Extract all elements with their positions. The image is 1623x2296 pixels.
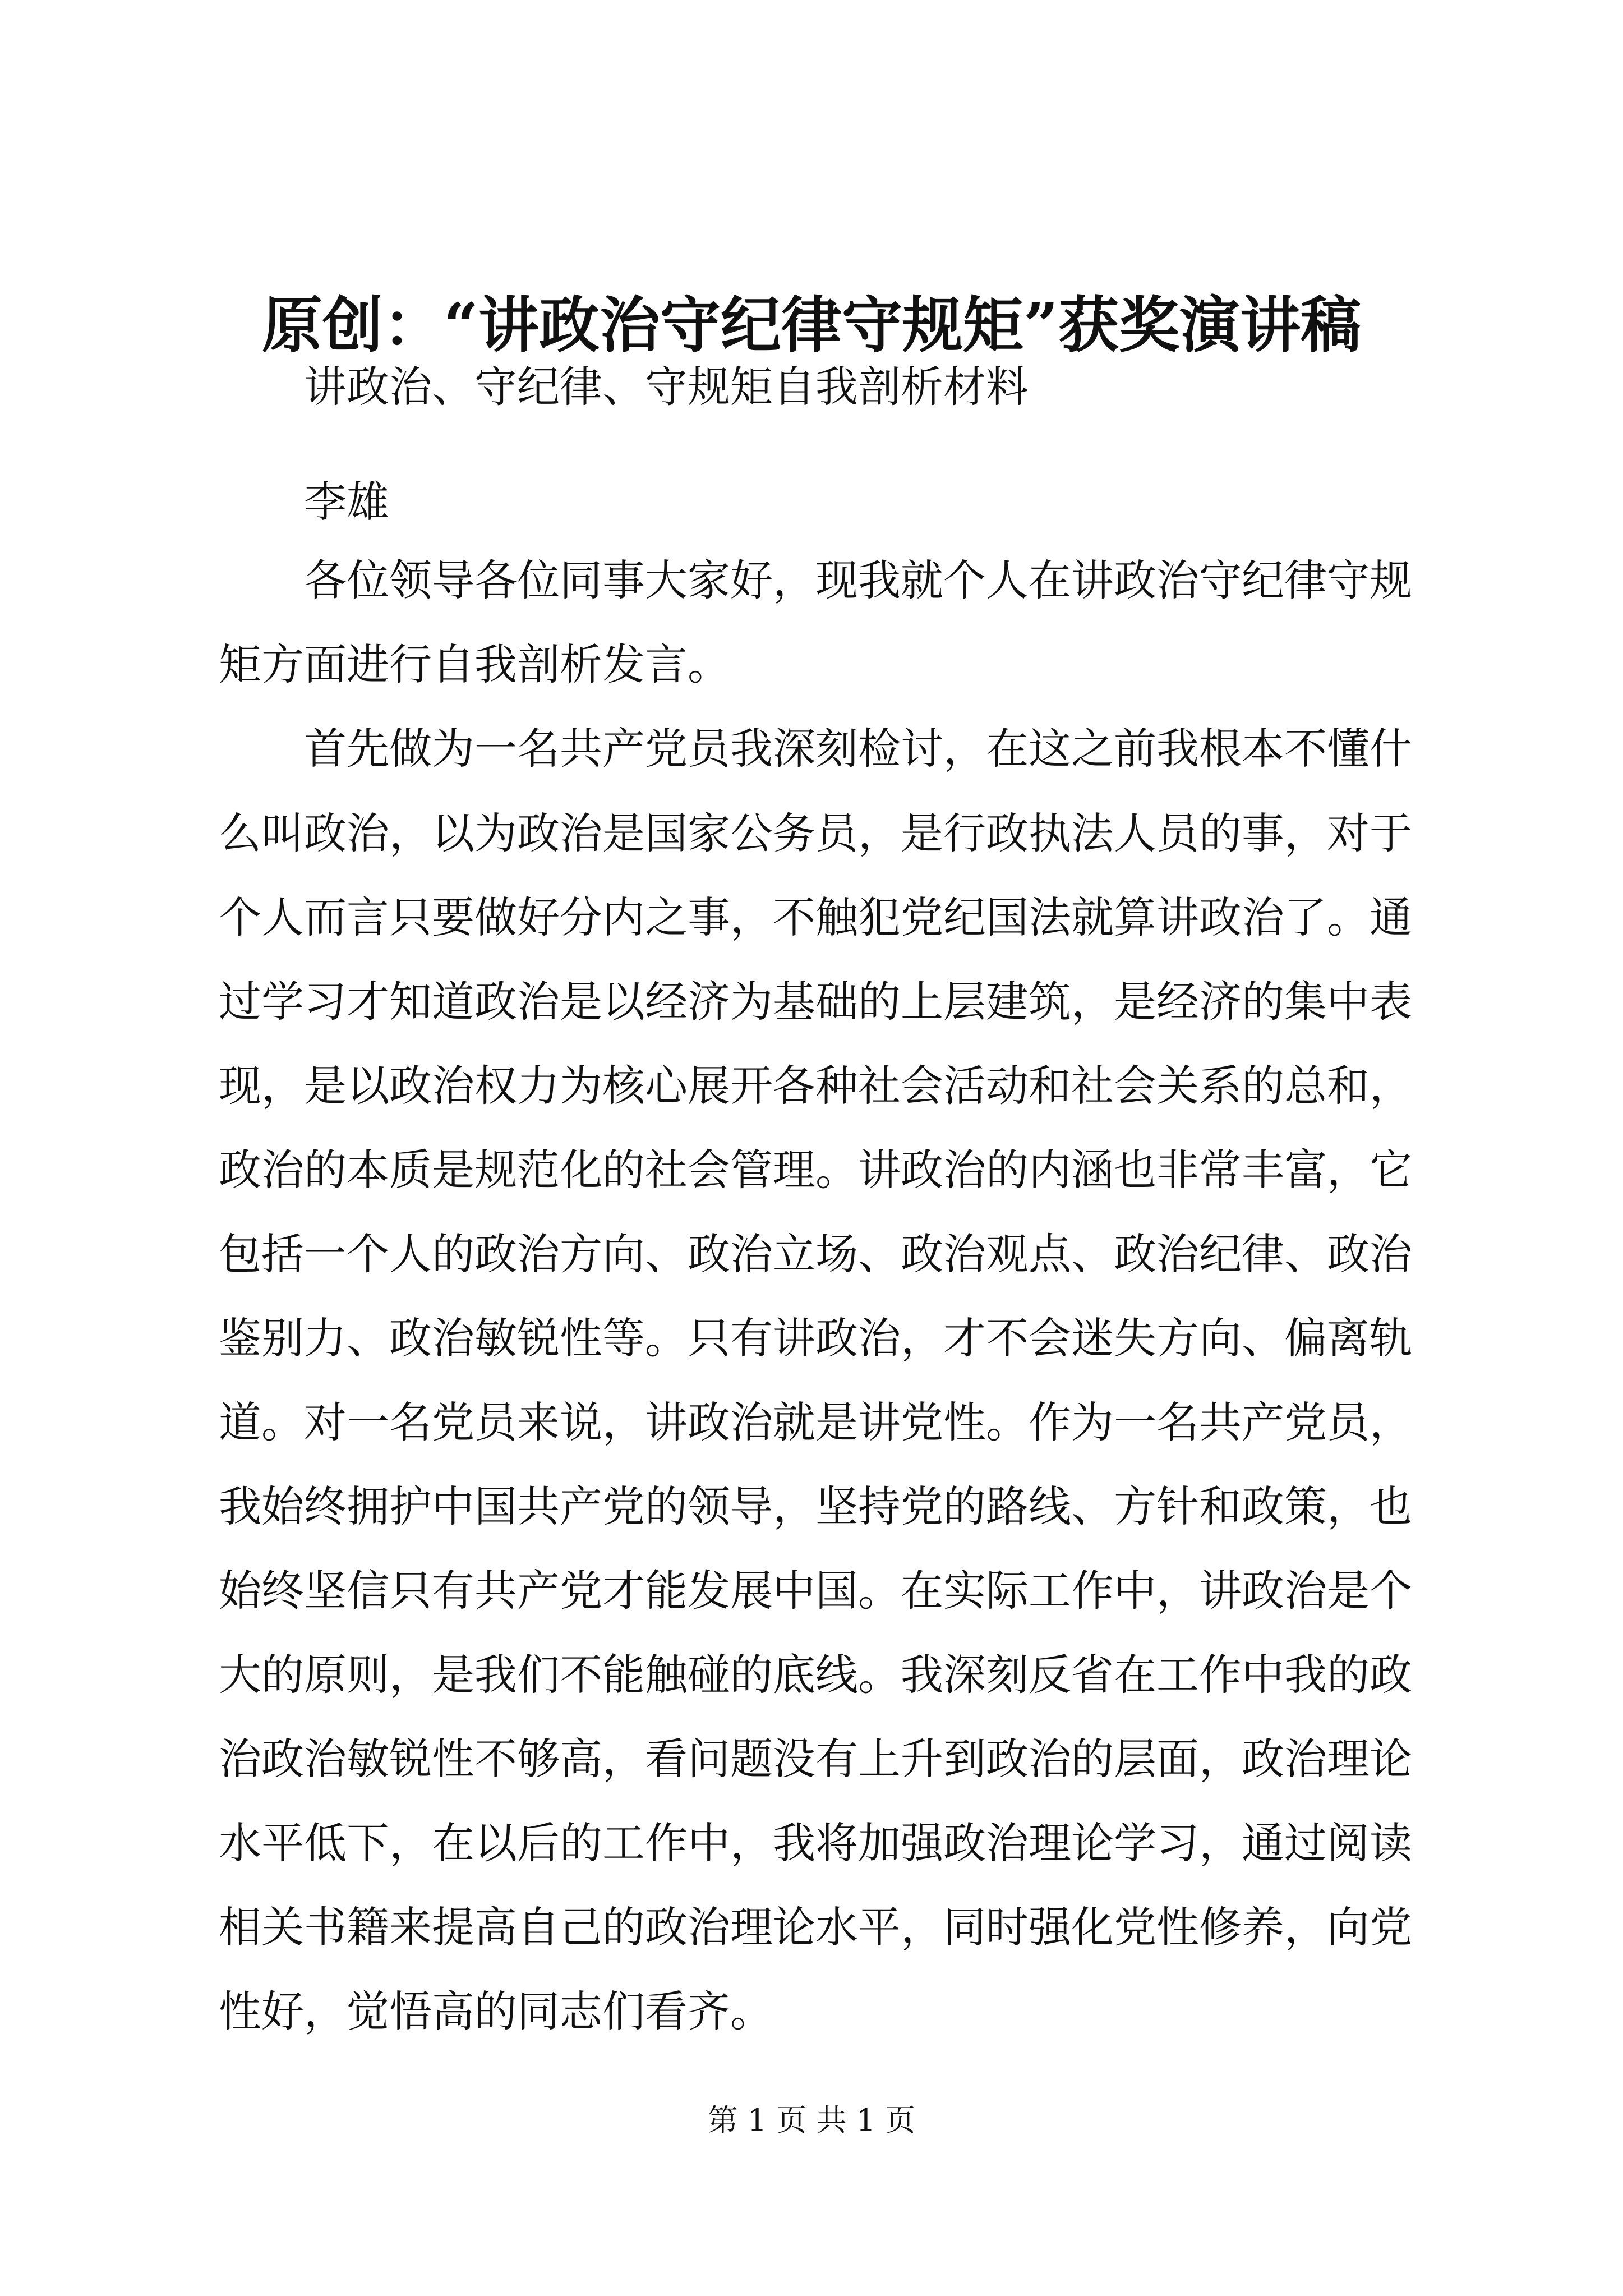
body-line: 过学习才知道政治是以经济为基础的上层建筑，是经济的集中表 — [219, 977, 1412, 1027]
document-author: 李雄 — [304, 477, 389, 527]
body-line: 我始终拥护中国共产党的领导，坚持党的路线、方针和政策，也 — [219, 1481, 1412, 1531]
body-line: 水平低下，在以后的工作中，我将加强政治理论学习，通过阅读 — [219, 1818, 1412, 1868]
body-line: 治政治敏锐性不够高，看问题没有上升到政治的层面，政治理论 — [219, 1734, 1412, 1784]
body-line: 政治的本质是规范化的社会管理。讲政治的内涵也非常丰富，它 — [219, 1145, 1412, 1195]
body-line: 首先做为一名共产党员我深刻检讨，在这之前我根本不懂什 — [304, 724, 1412, 774]
body-line: 个人而言只要做好分内之事，不触犯党纪国法就算讲政治了。通 — [219, 892, 1412, 942]
body-line: 么叫政治，以为政治是国家公务员，是行政执法人员的事，对于 — [219, 808, 1412, 858]
body-line: 各位领导各位同事大家好，现我就个人在讲政治守纪律守规 — [304, 555, 1412, 605]
document-subtitle: 讲政治、守纪律、守规矩自我剖析材料 — [304, 362, 1029, 412]
body-line: 包括一个人的政治方向、政治立场、政治观点、政治纪律、政治 — [219, 1229, 1412, 1279]
body-line: 相关书籍来提高自己的政治理论水平，同时强化党性修养，向党 — [219, 1902, 1412, 1952]
page-number-footer: 第 1 页 共 1 页 — [707, 2102, 916, 2138]
body-line: 鉴别力、政治敏锐性等。只有讲政治，才不会迷失方向、偏离轨 — [219, 1313, 1412, 1363]
body-line: 道。对一名党员来说，讲政治就是讲党性。作为一名共产党员， — [219, 1397, 1412, 1447]
body-line: 性好，觉悟高的同志们看齐。 — [219, 1986, 773, 2036]
body-line: 大的原则，是我们不能触碰的底线。我深刻反省在工作中我的政 — [219, 1650, 1412, 1700]
body-line: 现，是以政治权力为核心展开各种社会活动和社会关系的总和， — [219, 1061, 1412, 1111]
document-title: 原创：“讲政治守纪律守规矩”获奖演讲稿 — [261, 290, 1362, 361]
body-line: 矩方面进行自我剖析发言。 — [219, 639, 730, 689]
body-line: 始终坚信只有共产党才能发展中国。在实际工作中，讲政治是个 — [219, 1566, 1412, 1616]
